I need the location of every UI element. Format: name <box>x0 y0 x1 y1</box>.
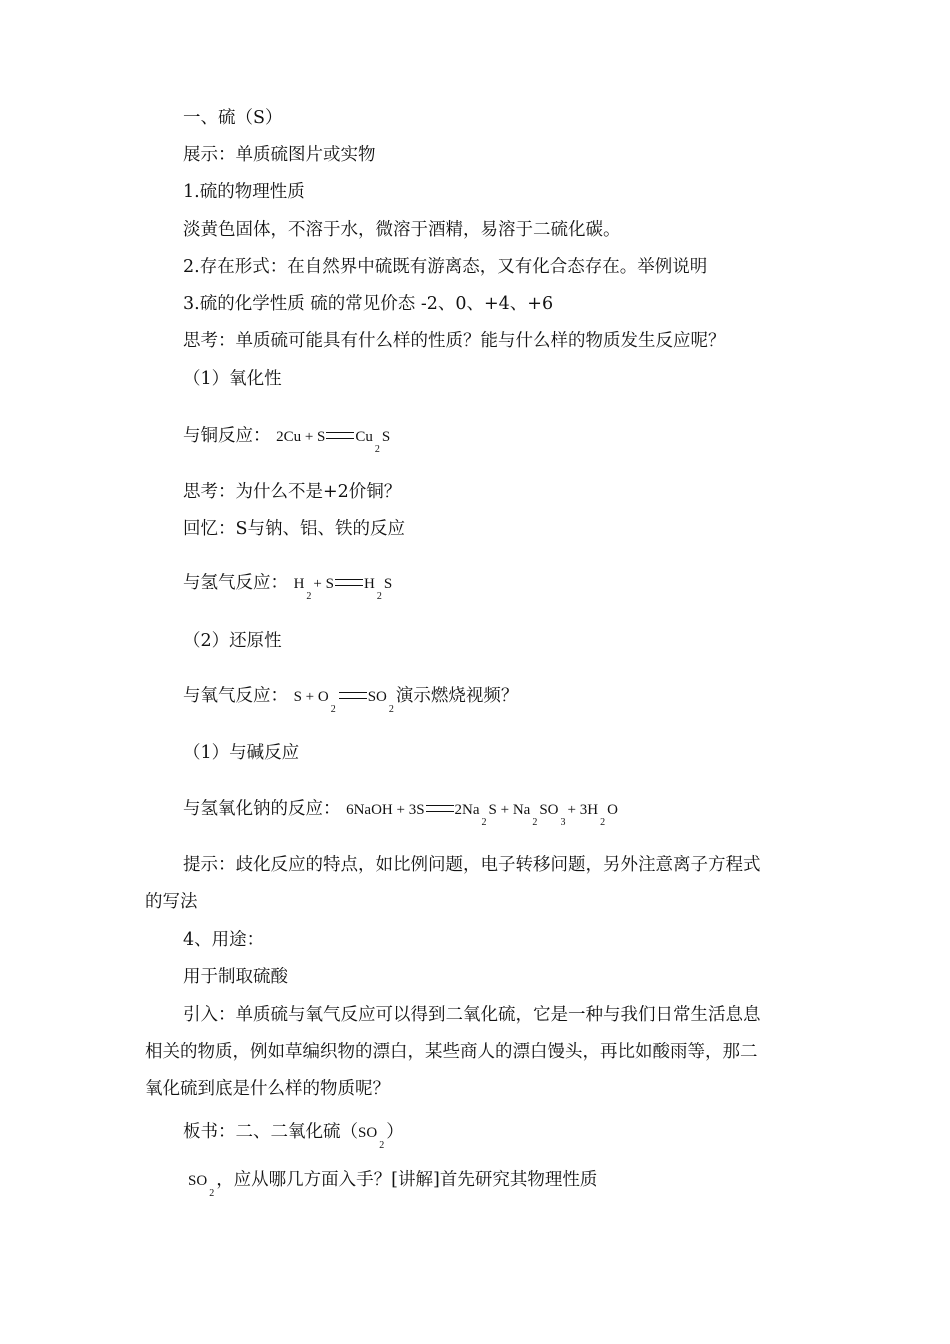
text-line: 用于制取硫酸 <box>183 967 288 987</box>
equals-bond <box>426 805 454 812</box>
equation-rhs-tail: S <box>381 429 391 445</box>
section-heading-sulfur: 一、硫（S） <box>183 108 283 128</box>
board-prefix: 板书：二、二氧化硫（ <box>183 1122 358 1142</box>
subscript: 3 <box>560 817 566 828</box>
equation-note: 演示燃烧视频？ <box>395 686 519 706</box>
board-suffix: ） <box>386 1122 404 1142</box>
subheading-with-base: （1）与碱反应 <box>183 743 300 763</box>
equation-label: 与铜反应： <box>183 426 271 446</box>
text-line: 氧化硫到底是什么样的物质呢？ <box>145 1079 390 1099</box>
equation-term: S + O <box>293 689 329 705</box>
subscript: 2 <box>532 817 538 828</box>
equals-bond <box>326 432 354 439</box>
equation-lhs: 2Cu + S <box>276 429 326 445</box>
text-line: 引入：单质硫与氧气反应可以得到二氧化硫，它是一种与我们日常生活息息 <box>183 1005 761 1025</box>
board-heading-so2 <box>183 1120 404 1151</box>
equals-bond <box>335 579 363 586</box>
equation-term: S + Na <box>488 802 531 818</box>
equation-term: S <box>383 576 393 592</box>
subheading-uses: 4、用途： <box>183 930 265 950</box>
text-line-so2-approach <box>188 1168 598 1199</box>
formula-so: SO <box>358 1125 378 1141</box>
equation-term: SO <box>367 689 387 705</box>
equation-label: 与氢气反应： <box>183 573 288 593</box>
text-line: 3.硫的化学性质 硫的常见价态 -2、0、+4、+6 <box>183 294 554 314</box>
text-line: 思考：为什么不是+2价铜？ <box>183 482 402 502</box>
text-line: 思考：单质硫可能具有什么样的性质？能与什么样的物质发生反应呢？ <box>183 331 726 351</box>
text-line: 的写法 <box>145 892 198 912</box>
text-line: 淡黄色固体，不溶于水，微溶于酒精，易溶于二硫化碳。 <box>183 220 621 240</box>
equation-term: + 3H <box>567 802 599 818</box>
equation-term: SO <box>539 802 559 818</box>
subheading-oxidizing: （1）氧化性 <box>183 369 282 389</box>
subscript: 2 <box>388 704 394 715</box>
subscript: 2 <box>374 444 380 455</box>
equation-rhs: Cu <box>355 429 373 445</box>
subscript: 2 <box>306 591 312 602</box>
subscript: 2 <box>481 817 487 828</box>
text-line: 提示：歧化反应的特点，如比例问题，电子转移问题，另外注意离子方程式 <box>183 855 761 875</box>
subscript: 2 <box>330 704 336 715</box>
subheading-reducing: （2）还原性 <box>183 631 282 651</box>
text-line: 回忆：S与钠、铝、铁的反应 <box>183 519 405 539</box>
subscript: 2 <box>379 1140 385 1151</box>
subscript: 2 <box>209 1188 215 1199</box>
equation-naoh <box>183 797 618 828</box>
equation-hydrogen <box>183 571 393 602</box>
equation-term: H <box>363 576 375 592</box>
subscript: 2 <box>600 817 606 828</box>
text-line: 2.存在形式：在自然界中硫既有游离态，又有化合态存在。举例说明 <box>183 257 708 277</box>
equation-oxygen <box>183 684 519 715</box>
subscript: 2 <box>376 591 382 602</box>
formula-so: SO <box>188 1173 208 1189</box>
text-line: 展示：单质硫图片或实物 <box>183 145 376 165</box>
equation-lhs: 6NaOH + 3S <box>346 802 425 818</box>
subheading-physical-properties: 1.硫的物理性质 <box>183 182 305 202</box>
equation-term: H <box>293 576 305 592</box>
equation-term: O <box>607 802 618 818</box>
equation-label: 与氧气反应： <box>183 686 288 706</box>
text-line: 相关的物质，例如草编织物的漂白，某些商人的漂白馒头，再比如酸雨等，那二 <box>145 1042 758 1062</box>
equation-term: 2Na <box>454 802 480 818</box>
equals-bond <box>339 692 367 699</box>
equation-copper <box>183 424 391 455</box>
equation-term: + S <box>313 576 334 592</box>
text: ，应从哪几方面入手？[讲解]首先研究其物理性质 <box>216 1170 598 1190</box>
equation-label: 与氢氧化钠的反应： <box>183 799 341 819</box>
